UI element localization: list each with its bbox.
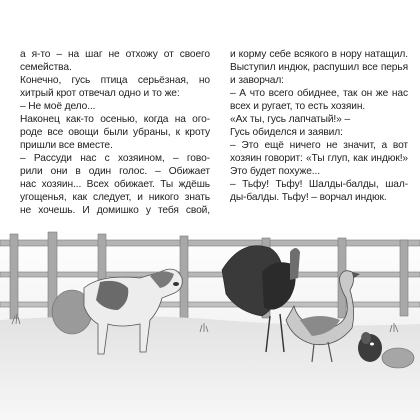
right-column-line: – А что всего обиднее, так он же нас bbox=[230, 88, 408, 99]
right-column-line: Это будет похуже... bbox=[230, 166, 320, 177]
right-column-line: хозяин говорит: «Ты глуп, как индюк!» bbox=[230, 153, 408, 164]
left-column-line: а я-то – на шаг не отхожу от своего bbox=[20, 49, 210, 60]
farmyard-illustration bbox=[0, 228, 420, 420]
left-column-line: пришли все вместе. bbox=[20, 140, 113, 151]
left-column-line: Конечно, гусь птица серьёзная, но bbox=[20, 75, 210, 86]
left-column-line: нас хозяин... Всех обижает. Ты ждёшь bbox=[20, 179, 210, 190]
right-column-line: ды-балды. Тьфу! – ворчал индюк. bbox=[230, 192, 387, 203]
left-column-line: хитрый крот отвечал одно и то же: bbox=[20, 88, 180, 99]
left-column-line: роде все овощи были убраны, к кроту bbox=[20, 127, 210, 138]
left-column-line: семейства. bbox=[20, 62, 72, 73]
left-column-line: угощенья, как следует, и никого знать bbox=[20, 192, 210, 203]
left-column-line: Наконец как-то осенью, когда на ого- bbox=[20, 114, 210, 125]
left-column-line: рили они в один голос. – Обижает bbox=[20, 166, 210, 177]
cabbage-mound bbox=[382, 348, 414, 368]
left-column-line: – Не моё дело... bbox=[20, 101, 96, 112]
text-column-left bbox=[20, 48, 210, 217]
right-column-line: Выступил индюк, распушил все перья bbox=[230, 62, 408, 73]
right-column-line: «Ах ты, гусь лапчатый!» – bbox=[230, 114, 351, 125]
left-column-line: – Рассуди нас с хозяином, – говo- bbox=[20, 153, 210, 164]
right-column-line: – Тьфу! Тьфу! Шалды-балды, шал- bbox=[230, 179, 408, 190]
right-column-line: всех и ругает, то есть хозяин. bbox=[230, 101, 366, 112]
left-column-line: не хочешь. И домишко у тебя свой, bbox=[20, 205, 210, 216]
right-column-line: и заворчал: bbox=[230, 75, 284, 86]
right-column-line: – Это ещё ничего не значит, а вот bbox=[230, 140, 408, 151]
right-column-line: Гусь обиделся и заявил: bbox=[230, 127, 343, 138]
right-column-line: и корму себе всякого в нору натащил. bbox=[230, 49, 408, 60]
text-column-right bbox=[230, 48, 408, 204]
